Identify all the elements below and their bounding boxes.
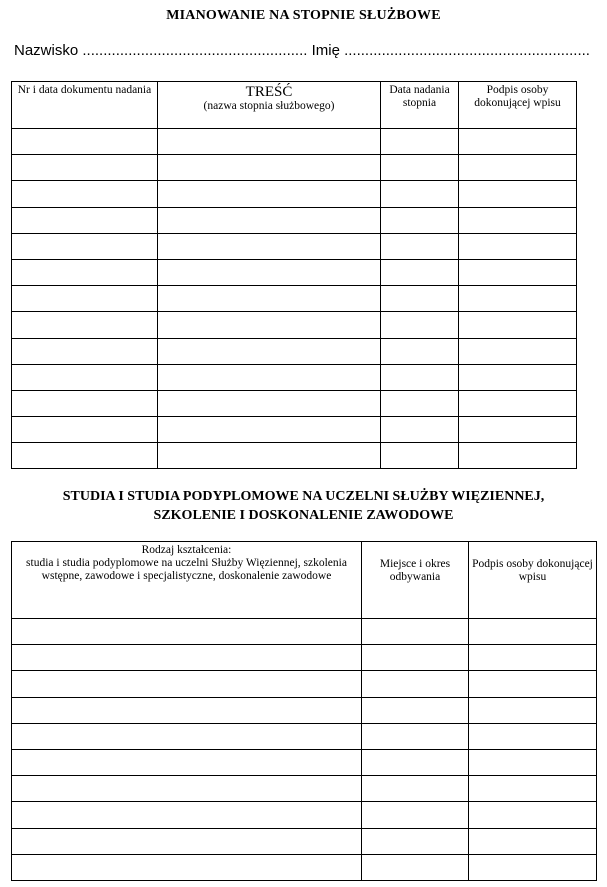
table-row [12,854,597,880]
table-row [12,259,577,285]
header-signature-2: Podpis osoby dokonującej wpisu [469,542,597,619]
table-cell[interactable] [469,802,597,828]
table-cell[interactable] [12,155,158,181]
table-cell[interactable] [362,776,469,802]
table-row [12,286,577,312]
table-row [12,417,577,443]
section-title [0,487,607,525]
table-cell[interactable] [381,207,459,233]
table-row [12,390,577,416]
table-cell[interactable] [362,723,469,749]
name-field-line [14,42,594,59]
section-title-line1: STUDIA I STUDIA PODYPLOMOWE NA UCZELNI SŁUŻBY WIĘZIENNEJ, [62,489,545,504]
table-cell[interactable] [12,854,362,880]
table-cell[interactable] [12,443,158,469]
table-cell[interactable] [158,259,381,285]
table-cell[interactable] [362,854,469,880]
table-row [12,671,597,697]
table-cell[interactable] [459,390,577,416]
header-education-type-title: Rodzaj kształcenia: [141,544,232,556]
table-row [12,443,577,469]
table-cell[interactable] [381,312,459,338]
training-table [11,541,597,881]
table-cell[interactable] [12,312,158,338]
table-cell[interactable] [158,364,381,390]
table-cell[interactable] [158,312,381,338]
table-cell[interactable] [158,390,381,416]
table-cell[interactable] [469,671,597,697]
table-row [12,723,597,749]
table-cell[interactable] [362,697,469,723]
rank-appointments-table [11,81,577,469]
training-body [12,619,597,881]
table-cell[interactable] [12,390,158,416]
table-cell[interactable] [459,338,577,364]
table-cell[interactable] [12,129,158,155]
header-education-type [12,542,362,619]
table-cell[interactable] [158,129,381,155]
table-cell[interactable] [12,338,158,364]
table-cell[interactable] [469,749,597,775]
section-title-line2: SZKOLENIE I DOSKONALENIE ZAWODOWE [153,508,454,523]
table-cell[interactable] [12,207,158,233]
table-row [12,697,597,723]
table-cell[interactable] [459,443,577,469]
table-cell[interactable] [459,207,577,233]
table-cell[interactable] [381,181,459,207]
table-cell[interactable] [469,723,597,749]
table-row [12,802,597,828]
table-cell[interactable] [459,181,577,207]
table-cell[interactable] [381,233,459,259]
header-content [158,82,381,129]
table-cell[interactable] [158,155,381,181]
table-cell[interactable] [12,417,158,443]
table-cell[interactable] [459,286,577,312]
table-cell[interactable] [12,286,158,312]
table-cell[interactable] [12,181,158,207]
table-row [12,312,577,338]
table-cell[interactable] [469,854,597,880]
table-cell[interactable] [362,802,469,828]
surname-label: Nazwisko [14,42,79,59]
table-cell[interactable] [381,443,459,469]
table-row [12,155,577,181]
table-cell[interactable] [362,671,469,697]
table-cell[interactable] [459,417,577,443]
table-cell[interactable] [381,390,459,416]
table-row [12,129,577,155]
table-row [12,828,597,854]
table-cell[interactable] [381,338,459,364]
table-cell[interactable] [459,155,577,181]
header-grant-date: Data nadania stopnia [381,82,459,129]
surname-field[interactable]: ...................................................... [82,42,308,59]
table-cell[interactable] [381,286,459,312]
table-cell[interactable] [12,776,362,802]
table-cell[interactable] [12,671,362,697]
table-row [12,207,577,233]
table-cell[interactable] [381,155,459,181]
table-cell[interactable] [12,233,158,259]
table-row [12,181,577,207]
table-cell[interactable] [459,364,577,390]
header-content-main: TREŚĆ [245,84,293,100]
table-cell[interactable] [469,828,597,854]
table-cell[interactable] [12,619,362,645]
table-cell[interactable] [362,645,469,671]
table-row [12,645,597,671]
table-row [12,338,577,364]
table-cell[interactable] [158,286,381,312]
table-cell[interactable] [158,233,381,259]
table-row [12,364,577,390]
table-cell[interactable] [459,312,577,338]
table-cell[interactable] [362,749,469,775]
table-cell[interactable] [381,364,459,390]
table-cell[interactable] [381,417,459,443]
header-education-type-detail: studia i studia podyplomowe na uczelni Służby Więziennej, szkolenia wstępne, zawodowe i specjalistyczne, doskonalenie zawodowe [26,557,347,582]
header-content-sub: (nazwa stopnia służbowego) [203,100,335,112]
table-row [12,776,597,802]
table-cell[interactable] [381,129,459,155]
table-cell[interactable] [12,645,362,671]
first-name-label: Imię [311,42,340,59]
header-document-number: Nr i data dokumentu nadania [12,82,158,129]
table-cell[interactable] [158,338,381,364]
first-name-field[interactable]: ........................................................... [344,42,590,59]
table-cell[interactable] [469,697,597,723]
table-cell[interactable] [469,776,597,802]
table-cell[interactable] [158,443,381,469]
table-row [12,619,597,645]
header-signature: Podpis osoby dokonującej wpisu [459,82,577,129]
table-cell[interactable] [362,828,469,854]
table-row [12,749,597,775]
table-cell[interactable] [12,364,158,390]
table-cell[interactable] [459,259,577,285]
table-cell[interactable] [158,207,381,233]
table-cell[interactable] [12,723,362,749]
table-cell[interactable] [469,619,597,645]
table-cell[interactable] [362,619,469,645]
table-cell[interactable] [12,802,362,828]
table-cell[interactable] [12,749,362,775]
table-cell[interactable] [459,233,577,259]
header-place-period: Miejsce i okres odbywania [362,542,469,619]
page-title: MIANOWANIE NA STOPNIE SŁUŻBOWE [166,8,441,23]
rank-appointments-body [12,129,577,469]
table-row [12,233,577,259]
table-cell[interactable] [381,259,459,285]
table-cell[interactable] [12,259,158,285]
table-cell[interactable] [12,828,362,854]
table-cell[interactable] [469,645,597,671]
table-cell[interactable] [158,181,381,207]
table-cell[interactable] [158,417,381,443]
table-cell[interactable] [12,697,362,723]
table-cell[interactable] [459,129,577,155]
